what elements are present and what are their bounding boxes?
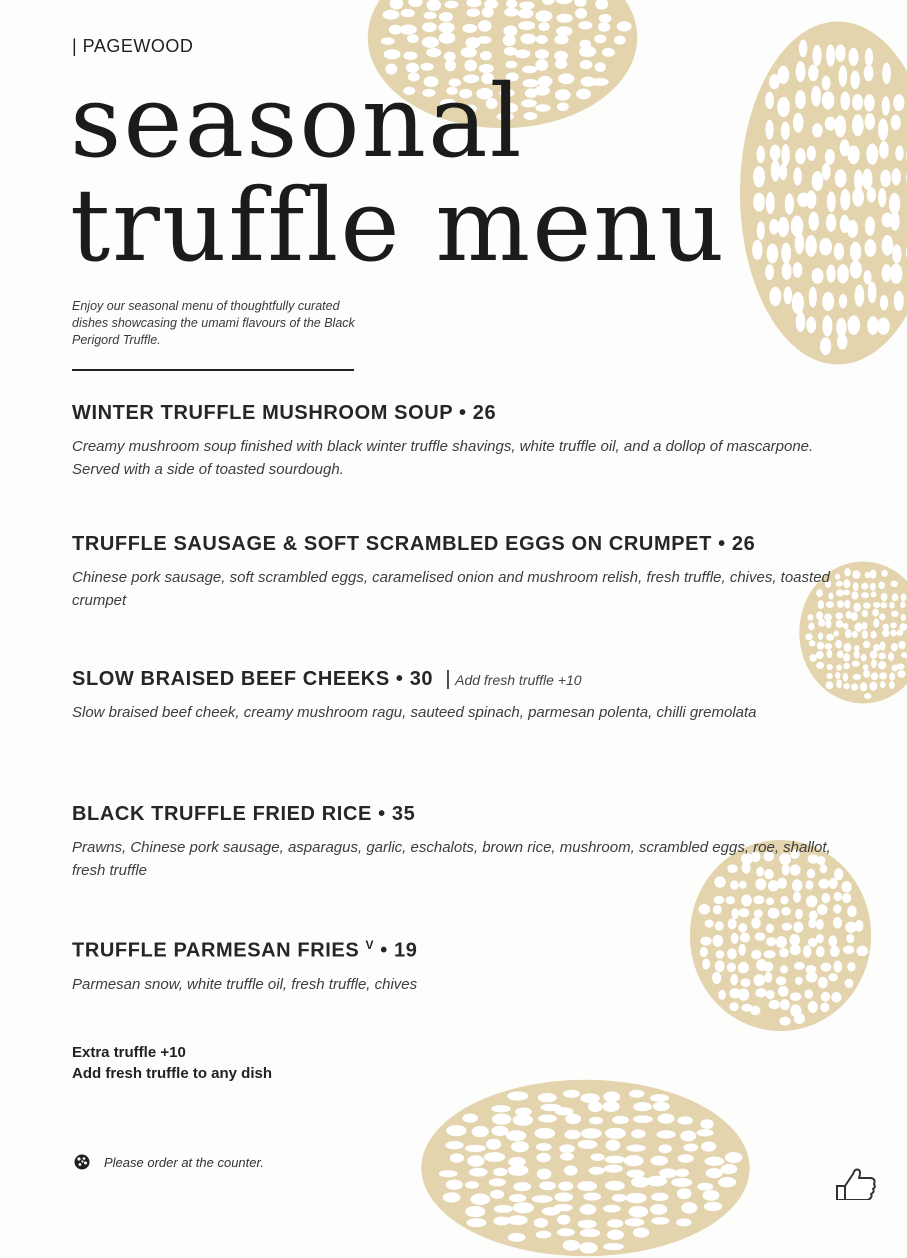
menu-item-name: WINTER TRUFFLE MUSHROOM SOUP xyxy=(72,402,453,424)
menu-item xyxy=(72,402,832,481)
menu-item-description: Prawns, Chinese pork sausage, asparagus, garlic, eschalots, brown rice, mushroom, scrambled eggs, roe, shallot, fresh truffle xyxy=(72,839,831,879)
menu-item-addon: Add fresh truffle +10 xyxy=(455,672,582,688)
menu-item-price: 26 xyxy=(731,533,756,555)
menu-item-description: Parmesan snow, white truffle oil, fresh truffle, chives xyxy=(72,975,418,993)
truffle-icon xyxy=(72,1152,92,1172)
menu-item-description: Slow braised beef cheek, creamy mushroom ragu, sauteed spinach, parmesan polenta, chilli gremolata xyxy=(72,704,757,721)
menu-item-title: WINTER TRUFFLE MUSHROOM SOUP • 26 xyxy=(72,402,497,424)
menu-item-name: SLOW BRAISED BEEF CHEEKS xyxy=(72,668,390,690)
menu-item xyxy=(72,668,832,724)
menu-item-title: SLOW BRAISED BEEF CHEEKS • 30 | Add fresh truffle +10 xyxy=(72,668,582,690)
menu-item-name: TRUFFLE SAUSAGE & SOFT SCRAMBLED EGGS ON CRUMPET xyxy=(72,533,712,555)
page-title-line-1: seasonal xyxy=(70,63,524,180)
divider xyxy=(72,369,354,371)
addon-separator: | xyxy=(445,668,452,690)
extras-line-1: Extra truffle +10 xyxy=(72,1044,186,1061)
extras-note xyxy=(72,1042,272,1084)
menu-item-description: Chinese pork sausage, soft scrambled eggs, caramelised onion and mushroom relish, fresh truffle, chives, toasted crumpet xyxy=(72,569,830,609)
dietary-badge: V xyxy=(365,938,375,952)
menu-item-title: BLACK TRUFFLE FRIED RICE • 35 xyxy=(72,803,416,825)
menu-item xyxy=(72,533,832,612)
menu-item-title: TRUFFLE SAUSAGE & SOFT SCRAMBLED EGGS ON CRUMPET • 26 xyxy=(72,533,756,555)
intro-text: Enjoy our seasonal menu of thoughtfully curated dishes showcasing the umami flavours of the Black Perigord Truffle. xyxy=(72,299,355,347)
menu-item xyxy=(72,938,832,996)
location-label: | PAGEWOOD xyxy=(72,36,194,56)
extras-line-2: Add fresh truffle to any dish xyxy=(72,1065,273,1082)
menu-item-price: 30 xyxy=(409,668,434,690)
menu-item-description: Creamy mushroom soup finished with black winter truffle shavings, white truffle oil, and a dollop of mascarpone. Served with a side of toasted sourdough. xyxy=(72,438,814,478)
footer xyxy=(72,1152,264,1172)
thumbs-up-icon[interactable] xyxy=(831,1164,879,1200)
page-title-line-2: truffle menu xyxy=(70,167,727,284)
menu-item-title: TRUFFLE PARMESAN FRIES $^V$ • 19 xyxy=(72,938,418,962)
menu-item-price: 35 xyxy=(391,803,416,825)
menu-item-price: 26 xyxy=(472,402,497,424)
menu-item-price: 19 xyxy=(393,939,418,962)
menu-item-name: TRUFFLE PARMESAN FRIES xyxy=(72,939,360,962)
menu-item xyxy=(72,803,832,882)
menu-item-name: BLACK TRUFFLE FRIED RICE xyxy=(72,803,372,825)
footer-note: Please order at the counter. xyxy=(104,1154,264,1170)
